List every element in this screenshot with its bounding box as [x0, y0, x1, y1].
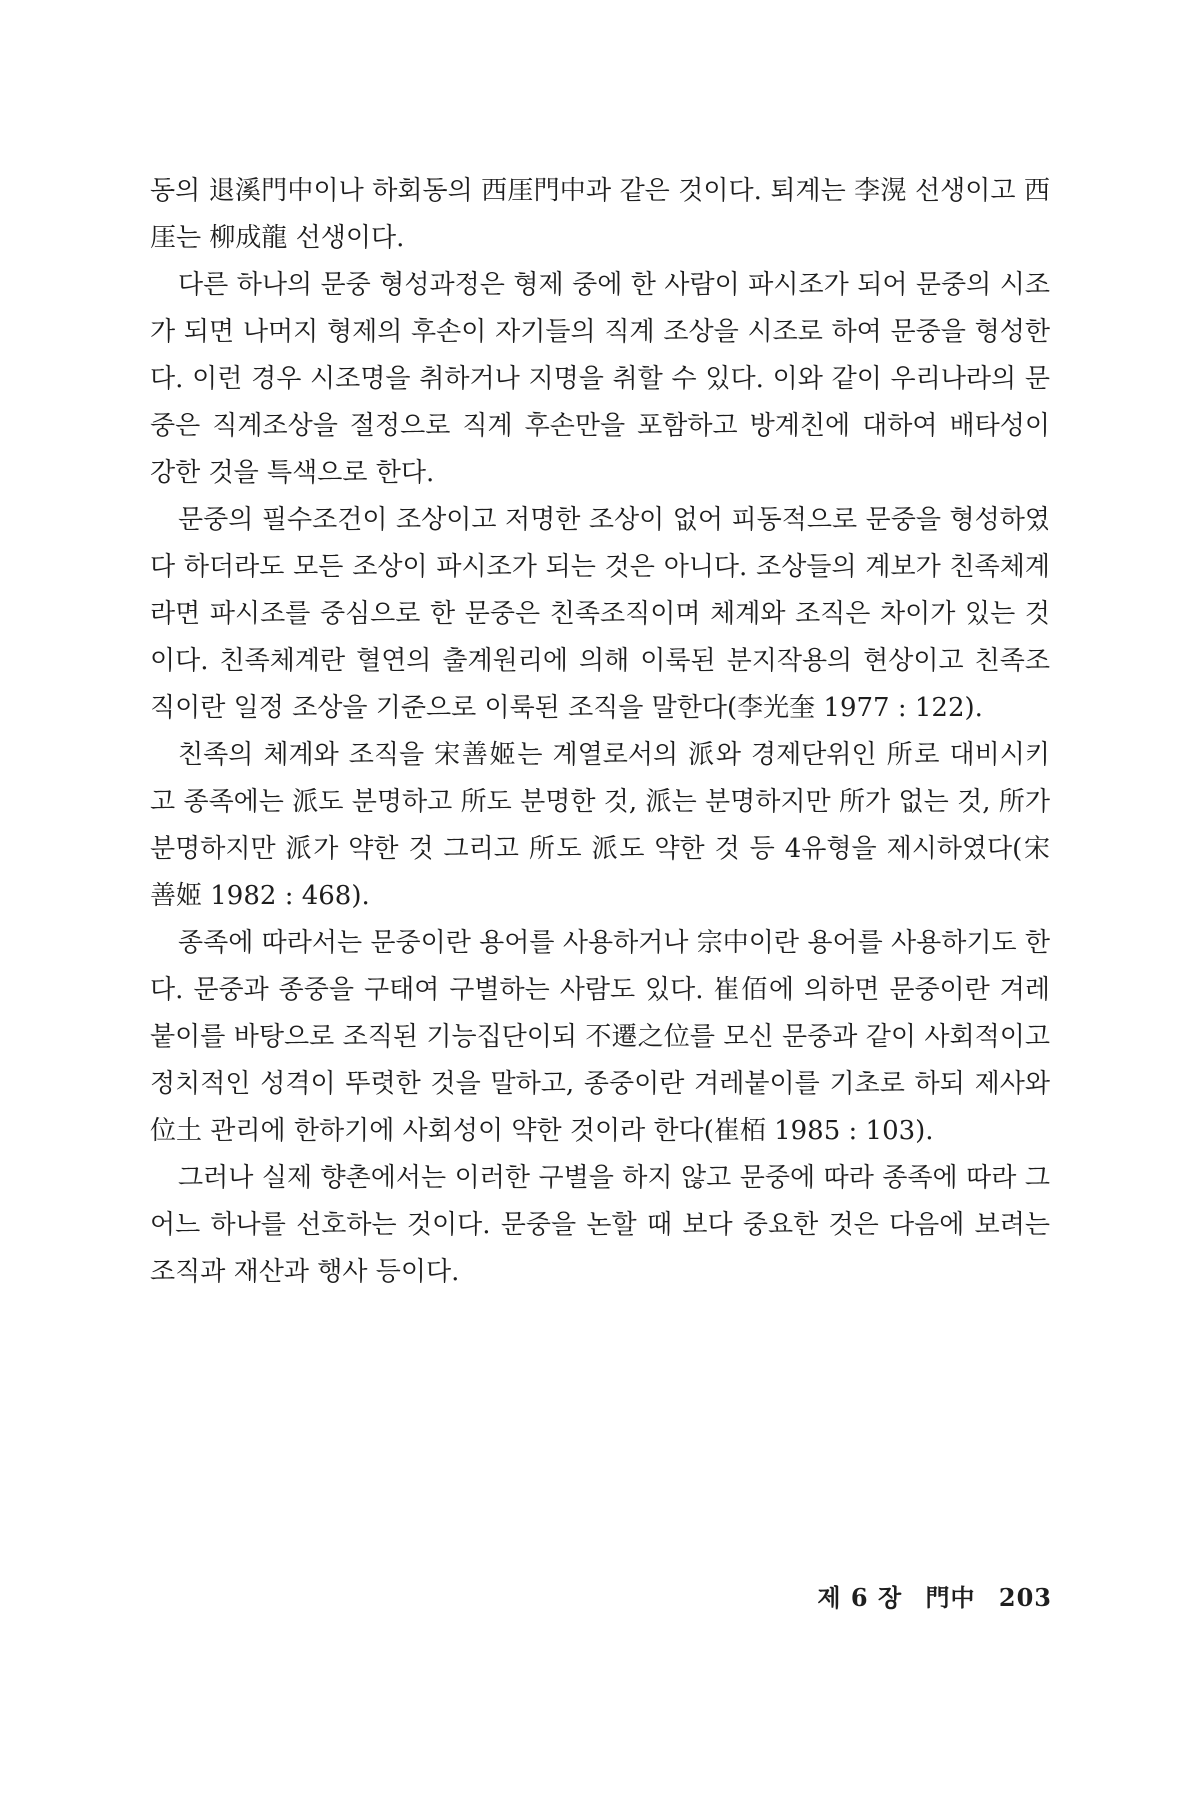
page-footer [817, 1578, 1052, 1613]
paragraph-5: 종족에 따라서는 문중이란 용어를 사용하거나 宗中이란 용어를 사용하기도 한다. 문중과 종중을 구태여 구별하는 사람도 있다. 崔佰에 의하면 문중이란 겨레붙이를 바탕으로 조직된 기능집단이되 不遷之位를 모신 문중과 같이 사회적이고 정치적인 성격이 뚜렷한 것을 말하고, 종중이란 겨레붙이를 기초로 하되 제사와 位土 관리에 한하기에 사회성이 약한 것이라 한다(崔栢 1985 : 103). [150, 928, 1050, 1146]
paragraph-2: 다른 하나의 문중 형성과정은 형제 중에 한 사람이 파시조가 되어 문중의 시조가 되면 나머지 형제의 후손이 자기들의 직계 조상을 시조로 하여 문중을 형성한다. 이런 경우 시조명을 취하거나 지명을 취할 수 있다. 이와 같이 우리나라의 문중은 직계조상을 절정으로 직계 후손만을 포함하고 방계친에 대하여 배타성이 강한 것을 특색으로 한다. [150, 270, 1050, 488]
paragraph-6: 그러나 실제 향촌에서는 이러한 구별을 하지 않고 문중에 따라 종족에 따라 그 어느 하나를 선호하는 것이다. 문중을 논할 때 보다 중요한 것은 다음에 보려는 조직과 재산과 행사 등이다. [150, 1163, 1050, 1287]
paragraph-3: 문중의 필수조건이 조상이고 저명한 조상이 없어 피동적으로 문중을 형성하였다 하더라도 모든 조상이 파시조가 되는 것은 아니다. 조상들의 계보가 친족체계라면 파시조를 중심으로 한 문중은 친족조직이며 체계와 조직은 차이가 있는 것이다. 친족체계란 혈연의 출계원리에 의해 이룩된 분지작용의 현상이고 친족조직이란 일정 조상을 기준으로 이룩된 조직을 말한다(李光奎 1977 : 122). [150, 505, 1051, 723]
paragraph-4: 친족의 체계와 조직을 宋善姬는 계열로서의 派와 경제단위인 所로 대비시키고 종족에는 派도 분명하고 所도 분명한 것, 派는 분명하지만 所가 없는 것, 所가 분명하지만 派가 약한 것 그리고 所도 派도 약한 것 등 4유형을 제시하였다(宋善姬 1982 : 468). [150, 740, 1050, 911]
chapter-label: 제 6 장 [817, 1583, 903, 1612]
page-number: 203 [998, 1583, 1052, 1612]
body-text [150, 168, 1050, 1296]
paragraph-1: 동의 退溪門中이나 하회동의 西厓門中과 같은 것이다. 퇴계는 李滉 선생이고 西厓는 柳成龍 선생이다. [150, 176, 1050, 253]
section-label: 門中 [925, 1583, 976, 1612]
